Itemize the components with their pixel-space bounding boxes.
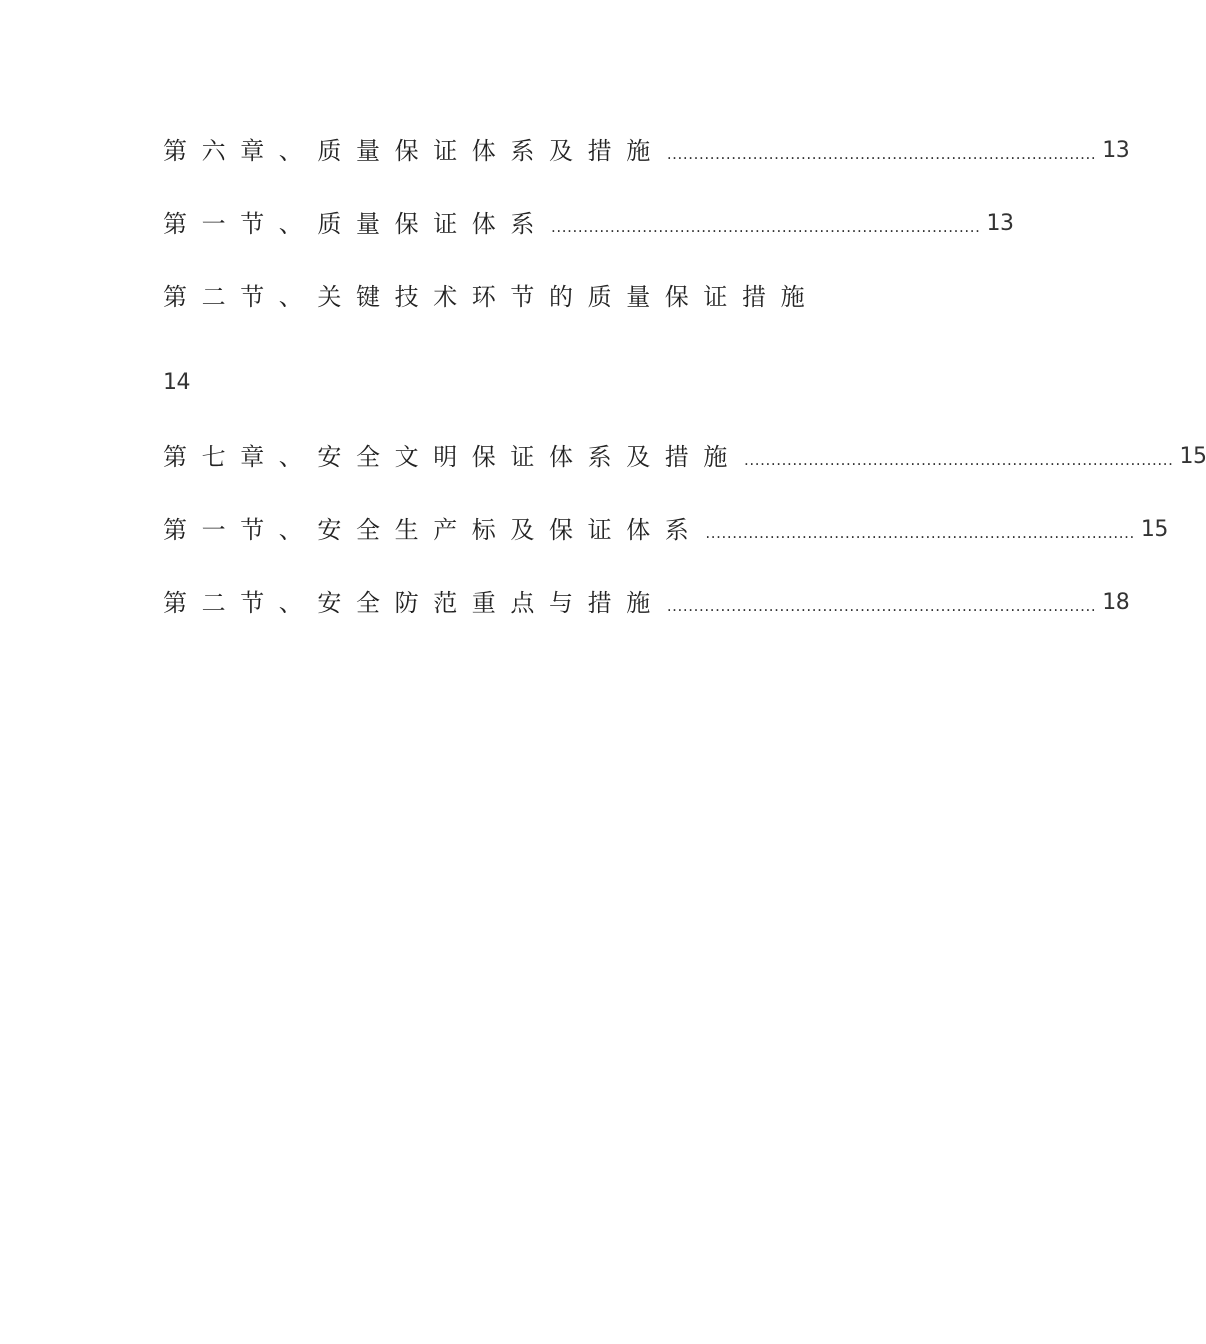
toc-dot-leader: ................................................................................ xyxy=(666,145,1097,163)
toc-page-number: 13 xyxy=(1102,138,1130,163)
toc-dot-leader: ................................................................................ xyxy=(744,451,1174,469)
toc-dot-leader: ................................................................................ xyxy=(551,218,981,236)
toc-entry-title: 第七章、安全文明保证体系及措施 xyxy=(163,443,742,471)
toc-entry-title: 第一节、安全生产标及保证体系 xyxy=(163,516,704,544)
toc-entry-section-6-1[interactable] xyxy=(163,206,1014,242)
toc-entry-chapter-6[interactable] xyxy=(163,133,1130,169)
toc-page-number: 15 xyxy=(1179,444,1206,469)
toc-entry-section-6-2[interactable] xyxy=(163,279,818,315)
toc-entry-title: 第六章、质量保证体系及措施 xyxy=(163,137,665,165)
toc-page-number: 18 xyxy=(1102,590,1130,615)
toc-entry-title: 第一节、质量保证体系 xyxy=(163,210,549,238)
toc-dot-leader: ................................................................................ xyxy=(666,597,1097,615)
toc-entry-chapter-7[interactable] xyxy=(163,439,1206,475)
toc-page-number: 13 xyxy=(986,211,1014,236)
toc-entry-title: 第二节、安全防范重点与措施 xyxy=(163,589,665,617)
toc-dot-leader: ................................................................................ xyxy=(705,524,1135,542)
toc-page-number-wrapped: 14 xyxy=(163,370,190,395)
toc-entry-title: 第二节、关键技术环节的质量保证措施 xyxy=(163,283,820,311)
toc-page-number: 15 xyxy=(1140,517,1168,542)
toc-entry-section-7-1[interactable] xyxy=(163,512,1168,548)
toc-entry-section-7-2[interactable] xyxy=(163,585,1130,621)
